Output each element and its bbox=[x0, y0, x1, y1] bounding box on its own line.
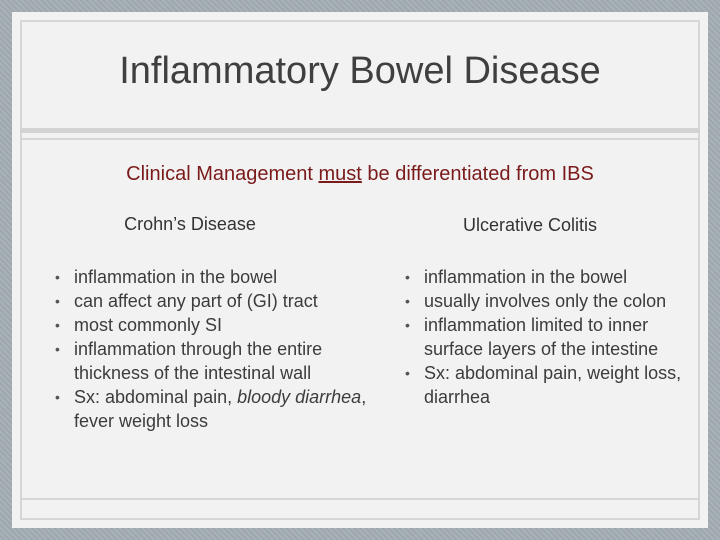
list-item bbox=[55, 265, 374, 289]
list-item bbox=[405, 289, 686, 313]
list-item bbox=[55, 289, 374, 313]
bullet-icon: • bbox=[405, 293, 410, 309]
list-item-text: Sx: abdominal pain, weight loss, diarrhea bbox=[424, 363, 682, 407]
list-item-text: inflammation in the bowel bbox=[424, 267, 628, 287]
list-item bbox=[405, 361, 686, 409]
bullet-icon: • bbox=[55, 317, 60, 333]
slide bbox=[12, 12, 708, 528]
crohns-bullet-list bbox=[55, 265, 374, 433]
subtitle-end: be differentiated from IBS bbox=[361, 163, 594, 185]
bullet-icon: • bbox=[405, 365, 410, 381]
uc-bullet-list bbox=[405, 265, 686, 409]
list-item bbox=[55, 385, 374, 433]
bullet-icon: • bbox=[405, 269, 410, 285]
list-item-italic: bloody diarrhea bbox=[237, 387, 362, 407]
bullet-icon: • bbox=[55, 389, 60, 405]
slide-subtitle bbox=[12, 163, 708, 186]
list-item-text: most commonly SI bbox=[74, 315, 223, 335]
list-item-text: usually involves only the colon bbox=[424, 291, 667, 311]
list-item-text-end: , fever weight loss bbox=[74, 387, 367, 431]
bottom-band bbox=[20, 498, 700, 520]
bullet-icon: • bbox=[55, 341, 60, 357]
slide-title: Inflammatory Bowel Disease bbox=[119, 50, 601, 92]
list-item-text-start: Sx: abdominal pain, bbox=[74, 387, 238, 407]
list-item-text: inflammation through the entire thickness of the intestinal wall bbox=[74, 339, 323, 383]
subtitle-start: Clinical Management bbox=[126, 163, 319, 185]
list-item bbox=[55, 337, 374, 385]
uc-heading: Ulcerative Colitis bbox=[462, 215, 598, 235]
list-item bbox=[55, 313, 374, 337]
subtitle-emphasis: must bbox=[318, 163, 362, 185]
list-item bbox=[405, 313, 686, 361]
bullet-icon: • bbox=[55, 269, 60, 285]
list-item bbox=[405, 265, 686, 289]
crohns-heading: Crohn’s Disease bbox=[124, 214, 256, 234]
bullet-icon: • bbox=[55, 293, 60, 309]
list-item-text: inflammation limited to inner surface layers of the intestine bbox=[424, 315, 659, 359]
list-item-text: can affect any part of (GI) tract bbox=[74, 291, 318, 311]
list-item-text: inflammation in the bowel bbox=[74, 267, 278, 287]
bullet-icon: • bbox=[405, 317, 410, 333]
